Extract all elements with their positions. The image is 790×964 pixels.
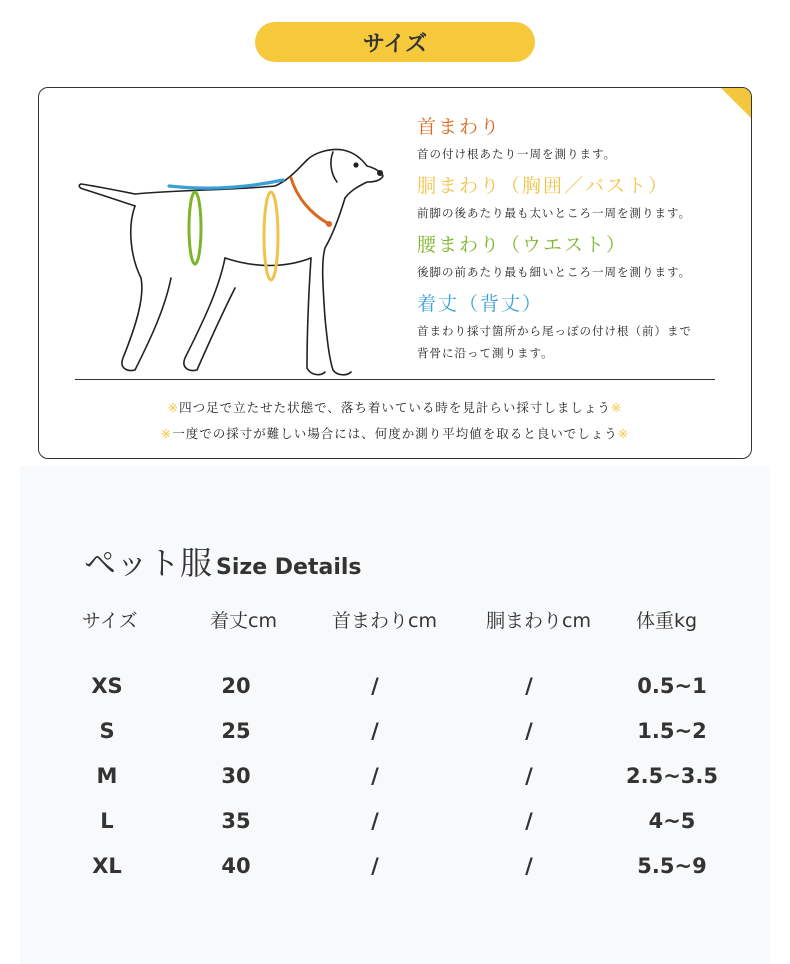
cell-size: XS [91, 674, 123, 698]
cell-neck: / [371, 674, 379, 698]
cell-length: 35 [221, 809, 251, 833]
note-mark-icon: ※ [167, 400, 180, 415]
cell-weight: 4~5 [648, 809, 696, 833]
measurement-waist-desc: 後脚の前あたり最も細いところ一周を測ります。 [417, 265, 692, 279]
size-details-title-ja: ペット服 [84, 544, 213, 582]
measurement-length [417, 289, 747, 364]
note-mark-icon: ※ [610, 400, 623, 415]
header-size: サイズ [82, 610, 138, 632]
dog-illustration-icon [75, 138, 405, 388]
cell-length: 20 [221, 674, 251, 698]
cell-weight: 5.5~9 [637, 854, 707, 878]
header-weight: 体重kg [636, 610, 698, 632]
size-details-title-en: Size Details [216, 555, 362, 580]
size-header-pill [255, 22, 535, 62]
measurement-neck [417, 112, 747, 165]
measurement-length-desc [417, 320, 747, 364]
measurement-list [417, 106, 747, 364]
cell-chest: / [525, 764, 533, 788]
header-chest: 胴まわりcm [486, 610, 591, 632]
cell-neck: / [371, 719, 379, 743]
header-length: 着丈cm [210, 610, 277, 632]
measurement-length-desc-line2: 背骨に沿って測ります。 [417, 346, 554, 360]
cell-size: S [99, 719, 115, 743]
cell-chest: / [525, 809, 533, 833]
measurement-waist-title: 腰まわり（ウエスト） [417, 234, 628, 256]
measurement-chest-title: 胴まわり（胸囲／バスト） [417, 175, 670, 197]
measurement-length-title: 着丈（背丈） [417, 293, 544, 315]
size-details-title [84, 538, 362, 584]
cell-size: L [100, 809, 114, 833]
cell-length: 30 [221, 764, 251, 788]
header-neck: 首まわりcm [332, 610, 437, 632]
measurement-chest-desc: 前脚の後あたり最も太いところ一周を測ります。 [417, 206, 692, 220]
cell-weight: 0.5~1 [637, 674, 707, 698]
measurement-neck-desc: 首の付け根あたり一周を測ります。 [417, 147, 617, 161]
measurement-length-desc-line1: 首まわり採寸箇所から尾っぽの付け根（前）まで [417, 324, 692, 338]
cell-length: 40 [221, 854, 251, 878]
measurement-neck-title: 首まわり [417, 116, 502, 138]
note-mark-icon: ※ [160, 426, 173, 441]
note-1 [39, 398, 751, 416]
cell-weight: 2.5~3.5 [626, 764, 718, 788]
note-1-text: 四つ足で立たせた状態で、落ち着いている時を見計らい採寸しましょう [179, 400, 611, 415]
cell-chest: / [525, 719, 533, 743]
cell-size: XL [92, 854, 122, 878]
note-mark-icon: ※ [617, 426, 630, 441]
cell-neck: / [371, 809, 379, 833]
size-header-title: サイズ [362, 31, 428, 57]
measurement-waist [417, 230, 747, 283]
cell-neck: / [371, 764, 379, 788]
cell-size: M [96, 764, 118, 788]
cell-length: 25 [221, 719, 251, 743]
measurement-chest [417, 171, 747, 224]
cell-neck: / [371, 854, 379, 878]
size-details-panel [20, 466, 770, 964]
cell-chest: / [525, 674, 533, 698]
divider [75, 379, 715, 380]
note-2 [39, 424, 751, 442]
note-2-text: 一度での採寸が難しい場合には、何度か測り平均値を取ると良いでしょう [172, 426, 618, 441]
cell-chest: / [525, 854, 533, 878]
measurement-guide-card [38, 87, 752, 459]
cell-weight: 1.5~2 [637, 719, 707, 743]
